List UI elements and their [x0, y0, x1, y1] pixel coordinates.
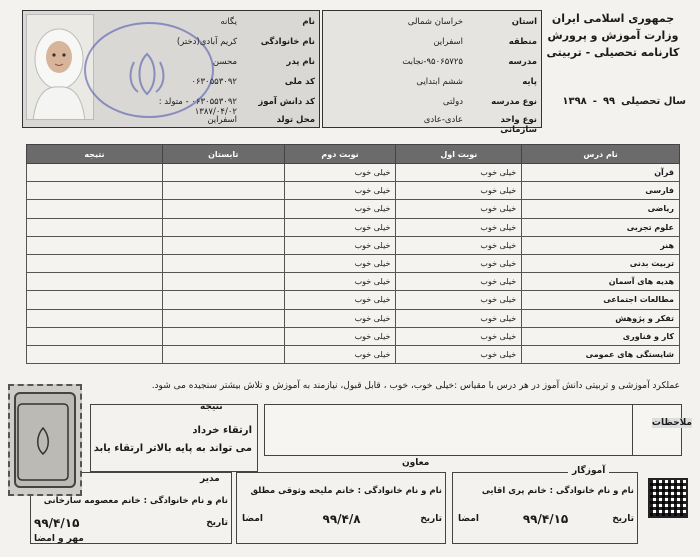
school-unit-row: نوع واحد سازمانی عادی-عادی: [423, 115, 537, 135]
year-from: ۹۹: [602, 96, 616, 107]
teacher-title: آموزگار: [568, 466, 609, 476]
col-second-term: نوبت دوم: [284, 145, 396, 164]
table-row: هدیه های آسمان خیلی خوب خیلی خوب: [27, 273, 680, 291]
emblem-icon: [82, 24, 212, 120]
deputy-signature-box: [236, 472, 446, 544]
teacher-date: ۹۹/۴/۱۵: [522, 512, 569, 526]
school-region-row: منطقه اسفراین: [433, 37, 537, 47]
deputy-date-label: تاریخ: [420, 514, 442, 524]
col-result: نتیجه: [27, 145, 163, 164]
year-separator: -: [592, 96, 597, 107]
student-code-row: کد دانش آموز ۰۶۳۰۵۵۳۰۹۲ - متولد : ۱۳۸۷/۰۴/۰۲: [158, 97, 315, 117]
school-name-row: مدرسه ۹۵۰۶۵۷۲۵-نجابت: [402, 57, 537, 67]
col-summer: تابستان: [162, 145, 284, 164]
table-row: کار و فناوری خیلی خوب خیلی خوب: [27, 327, 680, 345]
table-row: تفکر و پژوهش خیلی خوب خیلی خوب: [27, 309, 680, 327]
teacher-sign-label: امضا: [458, 514, 479, 524]
year-label: سال تحصیلی: [621, 96, 686, 107]
teacher-date-row: [458, 512, 634, 526]
result-label: نتیجه: [200, 402, 223, 412]
col-subject: نام درس: [522, 145, 680, 164]
teacher-date-label: تاریخ: [612, 514, 634, 524]
principal-sign-label: مهر و امضا: [34, 534, 84, 544]
qr-code-icon: [648, 478, 688, 518]
academic-year: [536, 96, 686, 107]
principal-name: نام و نام خانوادگی : خانم معصومه سارخانی: [43, 496, 228, 506]
teacher-signature-box: [452, 472, 638, 544]
deputy-date-row: [242, 512, 442, 526]
student-firstname-row: نام یگانه: [220, 17, 315, 27]
principal-date: ۹۹/۴/۱۵: [34, 516, 80, 530]
ministry-header: [538, 10, 688, 61]
table-row: مطالعات اجتماعی خیلی خوب خیلی خوب: [27, 291, 680, 309]
remarks-divider: [632, 404, 633, 456]
principal-date-label: تاریخ: [206, 518, 228, 528]
grades-table: [26, 144, 680, 364]
revenue-stamp-emblem-icon: [12, 394, 74, 490]
table-row: تربیت بدنی خیلی خوب خیلی خوب: [27, 254, 680, 272]
school-province-row: استان خراسان شمالی: [407, 17, 537, 27]
year-to: ۱۳۹۸: [562, 96, 587, 107]
table-row: قرآن خیلی خوب خیلی خوب: [27, 164, 680, 182]
student-birthplace-row: محل تولد اسفراین: [207, 115, 315, 125]
school-type-row: نوع مدرسه دولتی: [442, 97, 537, 107]
school-grade-row: پایه ششم ابتدایی: [416, 77, 537, 87]
teacher-name: نام و نام خانوادگی : خانم پری اقایی: [481, 486, 634, 496]
table-row: شایستگی های عمومی خیلی خوب خیلی خوب: [27, 345, 680, 363]
table-row: ریاضی خیلی خوب خیلی خوب: [27, 200, 680, 218]
result-line-2: می تواند به پایه بالاتر ارتقاء یابد: [93, 443, 252, 454]
ministry-line-1: جمهوری اسلامی ایران: [551, 12, 675, 25]
deputy-name: نام و نام خانوادگی : خانم ملیحه وثوقی مطلق: [250, 486, 442, 496]
deputy-date: ۹۹/۴/۸: [322, 512, 361, 526]
table-row: فارسی خیلی خوب خیلی خوب: [27, 182, 680, 200]
table-row: هنر خیلی خوب خیلی خوب: [27, 236, 680, 254]
table-row: علوم تجربی خیلی خوب خیلی خوب: [27, 218, 680, 236]
revenue-stamp-inner: [14, 392, 76, 488]
school-info-box: [322, 10, 542, 135]
student-nationalcode-row: کد ملی ۰۶۳۰۵۵۳۰۹۲: [191, 77, 315, 87]
student-lastname-row: نام خانوادگی کریم آبادی(دختر): [176, 37, 315, 47]
result-line-1: ارتقاء خرداد: [192, 425, 252, 436]
principal-title: مدیر: [196, 474, 224, 484]
student-father-row: نام پدر محسن: [212, 57, 315, 67]
official-stamp: [84, 22, 214, 118]
remarks-box: [264, 404, 682, 456]
grades-header-row: [27, 145, 680, 164]
remarks-label: ملاحظات: [651, 418, 692, 428]
result-text: [92, 422, 252, 458]
principal-date-row: [34, 516, 228, 530]
report-card-title: کارنامه تحصیلی - تربیتی: [546, 46, 680, 59]
ministry-line-2: وزارت آموزش و پرورش: [547, 29, 679, 42]
deputy-sign-label: امضا: [242, 514, 263, 524]
deputy-title: معاون: [398, 458, 433, 468]
grading-scale-note: عملکرد آموزشی و تربیتی دانش آموز در هر درس با مقیاس :خیلی خوب، خوب ، قابل قبول، نیازمند به آموزش و تلاش بیشتر سنجیده می شود.: [151, 381, 680, 391]
col-first-term: نوبت اول: [396, 145, 522, 164]
